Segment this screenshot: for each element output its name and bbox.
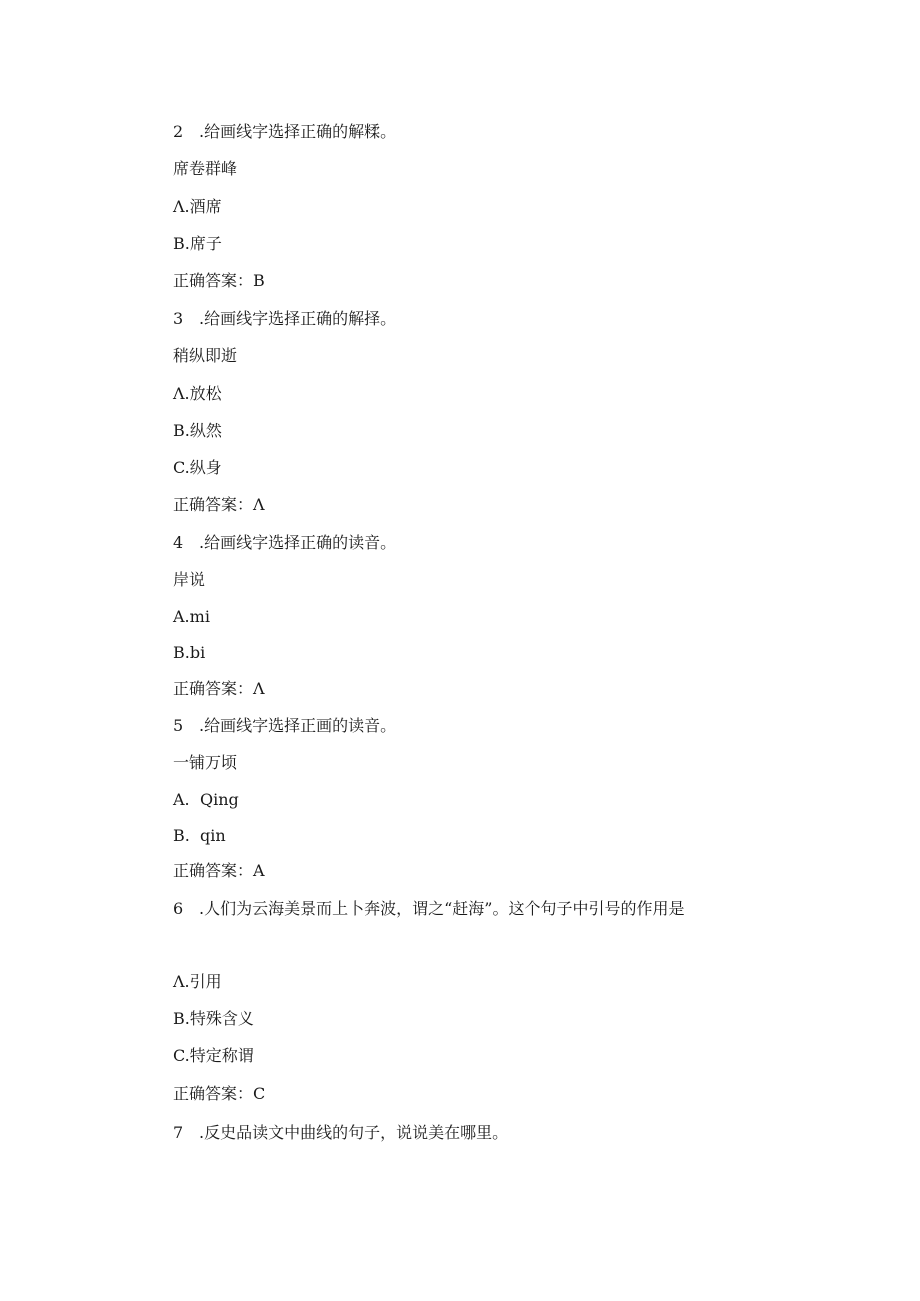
question-5-option-a — [173, 790, 239, 810]
question-4-heading — [173, 533, 396, 553]
question-7-heading — [173, 1123, 508, 1143]
question-6-heading — [173, 899, 684, 919]
question-5-heading — [173, 716, 396, 736]
question-prompt: .给画线字选择正确的解糅。 — [199, 122, 397, 141]
question-2-option-a: Λ.酒席 — [173, 197, 222, 216]
question-3-heading — [173, 309, 396, 329]
question-number: 5 — [173, 716, 184, 735]
question-3-option-b: B.纵然 — [173, 421, 222, 440]
question-3-term: 稍纵即逝 — [173, 346, 238, 365]
question-5-option-b — [173, 826, 226, 846]
question-6-answer: 正确答案：C — [173, 1084, 266, 1103]
question-4-answer: 正确答案：Λ — [173, 679, 265, 698]
question-4-option-a: A.mi — [173, 607, 210, 626]
question-3-option-c: C.纵身 — [173, 458, 222, 477]
option-text: Qing — [200, 790, 239, 809]
question-prompt: .反史品读文中曲线的句子，说说美在哪里。 — [199, 1123, 509, 1142]
question-5-term: 一铺万顷 — [173, 753, 238, 772]
question-6-option-b: B.特殊含义 — [173, 1009, 254, 1028]
question-prompt: .给画线字选择正确的读音。 — [199, 533, 397, 552]
question-2-option-b: B.席子 — [173, 234, 222, 253]
question-4-option-b: B.bi — [173, 643, 206, 662]
question-number: 7 — [173, 1123, 184, 1142]
option-letter: A. — [173, 790, 190, 809]
question-prompt: .人们为云海美景而上卜奔波，谓之“赶海”。这个句子中引号的作用是 — [199, 899, 685, 918]
question-5-answer: 正确答案：A — [173, 861, 265, 880]
option-letter: B. — [173, 826, 190, 845]
question-2-term: 席卷群峰 — [173, 159, 238, 178]
option-text: qin — [200, 826, 226, 845]
question-3-answer: 正确答案：Λ — [173, 495, 265, 514]
question-2-heading — [173, 122, 396, 142]
question-prompt: .给画线字选择正确的解择。 — [199, 309, 397, 328]
question-number: 3 — [173, 309, 184, 328]
question-6-option-c: C.特定称谓 — [173, 1046, 254, 1065]
question-number: 2 — [173, 122, 184, 141]
question-prompt: .给画线字选择正画的读音。 — [199, 716, 397, 735]
question-number: 4 — [173, 533, 184, 552]
question-3-option-a: Λ.放松 — [173, 384, 222, 403]
question-6-option-a: Λ.引用 — [173, 972, 222, 991]
question-4-term: 岸说 — [173, 570, 206, 589]
question-2-answer: 正确答案：B — [173, 271, 265, 290]
question-number: 6 — [173, 899, 184, 918]
